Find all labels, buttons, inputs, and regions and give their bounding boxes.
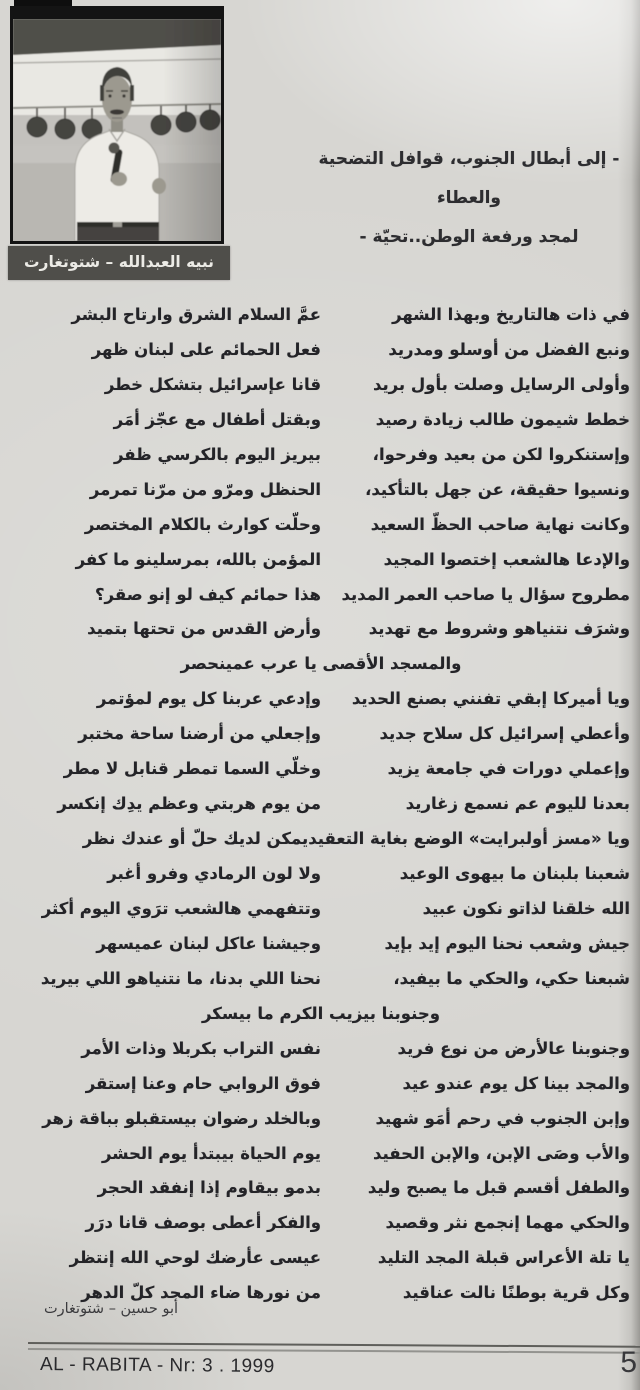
hemistich-first: وجنوبنا عالأرض من نوع فريد [397, 1038, 630, 1058]
dedication-line-2: لمجد ورفعة الوطن..تحيّة - [359, 227, 579, 247]
hemistich-second: وخلّي السما تمطر قنابل لا مطر [63, 759, 321, 779]
hemistich-first: جيش وشعب نحنا اليوم إيد بإيد [384, 933, 630, 953]
hemistich-first: وكانت نهاية صاحب الحظّ السعيد [370, 514, 630, 534]
journal-title: AL - RABITA - Nr: 3 . 1999 [39, 1354, 275, 1378]
hemistich-second: قانا عإسرائيل بتشكل خطر [104, 374, 321, 394]
poem-row [12, 1241, 630, 1276]
hemistich-first: في ذات هالتاريخ وبهذا الشهر [392, 305, 630, 324]
photo-caption: نبيه العبدالله – شتوتغارت [8, 246, 230, 280]
footer-divider [28, 1342, 640, 1354]
hemistich-first: وشرَف نتنياهو وشروط مع تهديد [368, 619, 630, 639]
hemistich-first: والإدعا هالشعب إختصوا المجيد [383, 549, 630, 569]
hemistich-first: الله خلقنا لذاتو نكون عبيد [422, 898, 630, 918]
page-number: 5 [620, 1346, 637, 1379]
poem-row [12, 298, 630, 333]
hemistich-second: وبقتل أطفال مع عجّز أمَر [113, 409, 321, 429]
poem-row [12, 473, 630, 508]
author-photo-image [13, 19, 221, 241]
poem-row [12, 333, 630, 368]
hemistich-second: من يوم هربتي وعظم يدِك إنكسر [57, 794, 321, 814]
hemistich-second: بدمو بيقاوم إذا إنفقد الحجر [97, 1178, 321, 1198]
poem-row [12, 543, 630, 578]
poem-row [12, 822, 630, 857]
poem-row [12, 1206, 630, 1241]
hemistich-first: وأولى الرسايل وصلت بأول بريد [372, 374, 630, 394]
poem-row [12, 403, 630, 438]
hemistich-first: والطفل أقسم قبل ما يصبح وليد [367, 1178, 630, 1198]
hemistich-first: وإستنكروا لكن من بعيد وفرحوا، [372, 444, 630, 464]
hemistich-second: والفكر أعطى بوصف قانا درَر [85, 1213, 321, 1233]
hemistich-second: وأرض القدس من تحتها بتميد [87, 619, 321, 639]
hemistich-first: وأعطي إسرائيل كل سلاح جديد [379, 724, 630, 744]
poem-row [12, 752, 630, 787]
hemistich-first: ونبع الفضل من أوسلو ومدريد [388, 339, 630, 359]
poem-row [12, 1067, 630, 1102]
poem-row [12, 717, 630, 752]
poem-center-text: وجنوبنا بيزيب الكرم ما بيسكر [202, 1003, 440, 1023]
poem-row [12, 1032, 630, 1067]
hemistich-first: بعدنا لليوم عم نسمع زغاريد [405, 794, 630, 814]
hemistich-second: يمكن لديك حلّ أو عندك نظر [82, 829, 309, 849]
hemistich-second: وحلّت كوارث بالكلام المختصر [84, 514, 321, 534]
hemistich-first: ونسيوا حقيقة، عن جهل بالتأكيد، [365, 479, 630, 499]
hemistich-second: من نورها ضاء المجد كلّ الدهر [81, 1283, 321, 1303]
poem-row [12, 857, 630, 892]
poem-row [12, 578, 630, 613]
author-photo [10, 6, 224, 244]
poem-row [12, 787, 630, 822]
hemistich-first: ويا «مسز أولبرايت» الوضع بغاية التعقيد [308, 829, 630, 849]
hemistich-first: شبعنا حكي، والحكي ما بيفيد، [393, 968, 630, 988]
poem-row [12, 962, 630, 997]
hemistich-first: والأب وصَى الإبن، والإبن الحفيد [372, 1143, 630, 1163]
poem-center-line [12, 647, 630, 682]
hemistich-second: وإدعي عربنا كل يوم لمؤتمر [96, 689, 321, 709]
hemistich-second: ولا لون الرمادي وفرو أغبر [107, 864, 321, 883]
hemistich-second: هذا حمائم كيف لو إنو صقر؟ [94, 584, 321, 604]
hemistich-second: نفس التراب بكربلا وذات الأمر [81, 1038, 321, 1058]
hemistich-first: والمجد بينا كل يوم عندو عيد [402, 1073, 630, 1093]
hemistich-second: وجيشنا عاكل لبنان عميسهر [96, 933, 321, 953]
poem-row [12, 927, 630, 962]
poem-row [12, 892, 630, 927]
poem-row [12, 1137, 630, 1172]
hemistich-second: فوق الروابي حام وعنا إستقر [85, 1073, 321, 1093]
poem-row [12, 1171, 630, 1206]
poem-row [12, 438, 630, 473]
dedication-line-1: - إلى أبطال الجنوب، قوافل التضحية والعطاء [318, 149, 620, 208]
hemistich-second: عيسى عأرضك لوحي الله إنتظر [69, 1248, 321, 1268]
hemistich-first: يا تلة الأعراس قبلة المجد التليد [377, 1248, 630, 1268]
poem-center-text: والمسجد الأقصى يا عرب عمينحصر [180, 654, 462, 674]
hemistich-first: وكل قرية بوطنًا نالت عناقيد [402, 1283, 630, 1303]
hemistich-second: الحنظل ومرّو من مرّنا تمرمر [89, 479, 321, 499]
hemistich-second: وبالخلد رضوان بيستقبلو بباقة زهر [42, 1108, 321, 1128]
hemistich-second: يوم الحياة بيبتدأ يوم الحشر [101, 1143, 321, 1163]
hemistich-first: شعبنا بلبنان ما بيهوى الوعيد [399, 864, 630, 883]
hemistich-second: وإجعلي من أرضنا ساحة مختبر [78, 724, 321, 744]
hemistich-second: بيريز اليوم بالكرسي ظفر [114, 444, 321, 464]
hemistich-first: مطروح سؤال يا صاحب العمر المديد [341, 584, 630, 604]
poem-row [12, 368, 630, 403]
poem-row [12, 508, 630, 543]
hemistich-second: المؤمن بالله، بمرسلينو ما كفر [75, 549, 321, 569]
hemistich-second: عمَّ السلام الشرق وارتاح البشر [71, 305, 321, 324]
hemistich-first: والحكي مهما إنجمع نثر وقصيد [385, 1213, 630, 1233]
poet-signature: أبو حسين – شتوتغارت [43, 1301, 179, 1317]
poem-center-line [12, 997, 630, 1032]
hemistich-second: وتتفهمي هالشعب ترَوي اليوم أكثر [41, 898, 321, 918]
hemistich-first: وإبن الجنوب في رحم أمَو شهيد [375, 1108, 630, 1128]
hemistich-first: وإعملي دورات في جامعة يزيد [387, 759, 630, 779]
hemistich-second: نحنا اللي بدنا، ما نتنياهو اللي بيريد [40, 968, 321, 988]
poem-row [12, 682, 630, 717]
hemistich-first: ويا أميركا إبقي تفنني بصنع الحديد [351, 689, 630, 709]
dedication [300, 140, 638, 257]
hemistich-second: فعل الحمائم على لبنان ظهر [91, 339, 321, 359]
poem-row [12, 1102, 630, 1137]
hemistich-first: خطط شيمون طالب زيادة رصيد [375, 409, 630, 429]
poem-rows [12, 298, 630, 1311]
poem-row [12, 612, 630, 647]
